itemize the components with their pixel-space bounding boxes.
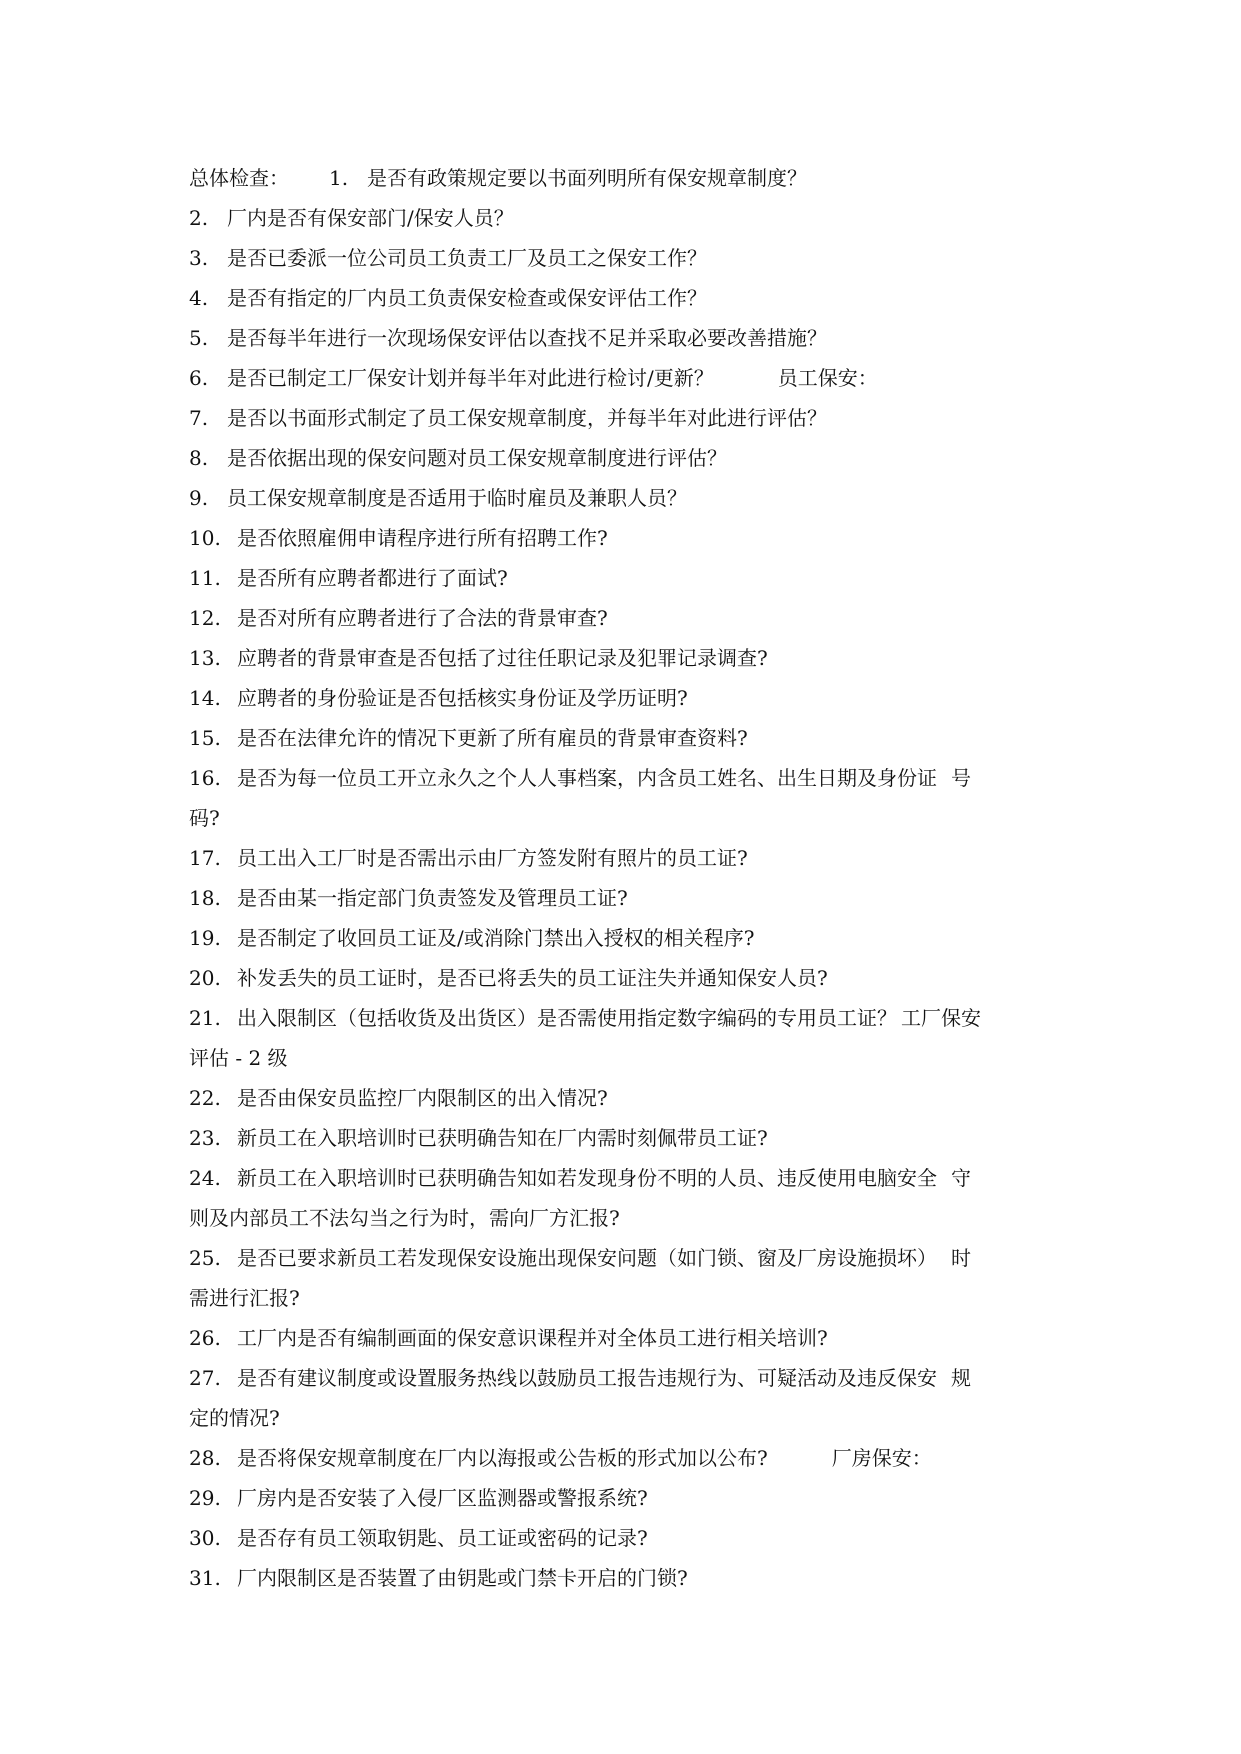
item-text: 是否有政策规定要以书面列明所有保安规章制度？ [367, 166, 807, 190]
item-number: 23. [189, 1126, 221, 1150]
item-text: 是否存有员工领取钥匙、员工证或密码的记录? [237, 1526, 648, 1550]
item-number: 29. [189, 1486, 221, 1510]
item-text: 应聘者的身份验证是否包括核实身份证及学历证明? [237, 686, 688, 710]
checklist-item [189, 1358, 1061, 1398]
item-number: 28. [189, 1446, 221, 1470]
item-text: 是否已要求新员工若发现保安设施出现保安问题（如门锁、窗及厂房设施损坏） [237, 1246, 937, 1270]
item-number: 26. [189, 1326, 221, 1350]
item-text: 厂房内是否安装了入侵厂区监测器或警报系统? [237, 1486, 648, 1510]
checklist-item [189, 518, 1061, 558]
item-number: 31. [189, 1566, 221, 1590]
item-text: 是否依据出现的保安问题对员工保安规章制度进行评估？ [227, 446, 727, 470]
checklist-item [189, 278, 1061, 318]
item-number: 25. [189, 1246, 221, 1270]
checklist-item [189, 838, 1061, 878]
item-number: 11. [189, 566, 221, 590]
item-text: 是否为每一位员工开立永久之个人人事档案，内含员工姓名、出生日期及身份证 [237, 766, 937, 790]
checklist [189, 158, 1061, 1598]
checklist-item [189, 678, 1061, 718]
item-number: 3. [189, 246, 209, 270]
item-text: 应聘者的背景审查是否包括了过往任职记录及犯罪记录调查? [237, 646, 768, 670]
checklist-item [189, 598, 1061, 638]
checklist-item [189, 358, 1061, 398]
running-header-assessment-level: 评估 - 2 级 [189, 1046, 288, 1070]
item-number: 1. [329, 166, 349, 190]
item-text: 是否每半年进行一次现场保安评估以查找不足并采取必要改善措施？ [227, 326, 827, 350]
checklist-item [189, 478, 1061, 518]
checklist-item [189, 638, 1061, 678]
checklist-item-continuation [189, 1278, 1061, 1318]
checklist-item [189, 1438, 1061, 1478]
item-number: 18. [189, 886, 221, 910]
item-number: 14. [189, 686, 221, 710]
section-label-employee-security: 员工保安： [777, 366, 878, 390]
item-text-continued: 则及内部员工不法勾当之行为时，需向厂方汇报? [189, 1206, 620, 1230]
checklist-item [189, 1078, 1061, 1118]
checklist-item [189, 718, 1061, 758]
item-text: 是否将保安规章制度在厂内以海报或公告板的形式加以公布? [237, 1446, 768, 1470]
item-number: 6. [189, 366, 209, 390]
checklist-item [189, 1158, 1061, 1198]
item-number: 27. [189, 1366, 221, 1390]
item-number: 24. [189, 1166, 221, 1190]
item-number: 30. [189, 1526, 221, 1550]
checklist-item [189, 1478, 1061, 1518]
checklist-item [189, 1118, 1061, 1158]
checklist-item [189, 198, 1061, 238]
item-number: 5. [189, 326, 209, 350]
checklist-item [189, 1558, 1061, 1598]
item-text: 是否已委派一位公司员工负责工厂及员工之保安工作？ [227, 246, 707, 270]
checklist-heading-line [189, 158, 1061, 198]
section-label-building-security: 厂房保安： [831, 1446, 932, 1470]
checklist-item [189, 918, 1061, 958]
item-text: 出入限制区（包括收货及出货区）是否需使用指定数字编码的专用员工证？ [237, 1006, 897, 1030]
item-text: 是否在法律允许的情况下更新了所有雇员的背景审查资料? [237, 726, 748, 750]
item-text: 是否有指定的厂内员工负责保安检查或保安评估工作？ [227, 286, 707, 310]
item-number: 9. [189, 486, 209, 510]
item-text: 是否对所有应聘者进行了合法的背景审查? [237, 606, 608, 630]
checklist-item [189, 238, 1061, 278]
checklist-item [189, 558, 1061, 598]
item-text: 员工出入工厂时是否需出示由厂方签发附有照片的员工证? [237, 846, 748, 870]
checklist-item-continuation [189, 1398, 1061, 1438]
item-text: 是否有建议制度或设置服务热线以鼓励员工报告违规行为、可疑活动及违反保安 [237, 1366, 937, 1390]
item-text: 厂内是否有保安部门/保安人员？ [227, 206, 514, 230]
item-text: 厂内限制区是否装置了由钥匙或门禁卡开启的门锁? [237, 1566, 688, 1590]
checklist-item [189, 318, 1061, 358]
item-text: 工厂内是否有编制画面的保安意识课程并对全体员工进行相关培训? [237, 1326, 828, 1350]
checklist-item [189, 1238, 1061, 1278]
item-number: 15. [189, 726, 221, 750]
running-header-factory-security: 工厂保安 [901, 1006, 981, 1030]
item-text: 新员工在入职培训时已获明确告知在厂内需时刻佩带员工证? [237, 1126, 768, 1150]
item-text-wrap: 号 [951, 766, 971, 790]
item-text-wrap: 守 [951, 1166, 971, 1190]
item-number: 16. [189, 766, 221, 790]
item-number: 12. [189, 606, 221, 630]
checklist-item [189, 1518, 1061, 1558]
item-text: 新员工在入职培训时已获明确告知如若发现身份不明的人员、违反使用电脑安全 [237, 1166, 937, 1190]
checklist-item [189, 758, 1061, 798]
item-text: 是否已制定工厂保安计划并每半年对此进行检讨/更新？ [227, 366, 714, 390]
item-text: 是否由某一指定部门负责签发及管理员工证? [237, 886, 628, 910]
checklist-item [189, 398, 1061, 438]
item-text: 是否由保安员监控厂内限制区的出入情况? [237, 1086, 608, 1110]
checklist-item-continuation [189, 1198, 1061, 1238]
item-number: 10. [189, 526, 221, 550]
item-text: 是否制定了收回员工证及/或消除门禁出入授权的相关程序? [237, 926, 755, 950]
item-text-wrap: 规 [951, 1366, 971, 1390]
section-label-general-inspection: 总体检查： [189, 166, 289, 190]
item-text: 员工保安规章制度是否适用于临时雇员及兼职人员？ [227, 486, 687, 510]
item-number: 19. [189, 926, 221, 950]
item-number: 2. [189, 206, 209, 230]
item-number: 21. [189, 1006, 221, 1030]
item-text-continued: 需进行汇报? [189, 1286, 300, 1310]
item-text-wrap: 时 [951, 1246, 971, 1270]
checklist-item-continuation [189, 1038, 1061, 1078]
item-text-continued: 码? [189, 806, 220, 830]
checklist-item [189, 438, 1061, 478]
item-text: 是否以书面形式制定了员工保安规章制度，并每半年对此进行评估？ [227, 406, 827, 430]
checklist-item [189, 878, 1061, 918]
checklist-item [189, 998, 1061, 1038]
item-text: 是否依照雇佣申请程序进行所有招聘工作? [237, 526, 608, 550]
item-text: 补发丢失的员工证时，是否已将丢失的员工证注失并通知保安人员? [237, 966, 828, 990]
item-number: 8. [189, 446, 209, 470]
item-number: 4. [189, 286, 209, 310]
item-number: 7. [189, 406, 209, 430]
checklist-item-continuation [189, 798, 1061, 838]
item-number: 22. [189, 1086, 221, 1110]
item-number: 20. [189, 966, 221, 990]
item-number: 13. [189, 646, 221, 670]
item-number: 17. [189, 846, 221, 870]
checklist-item [189, 1318, 1061, 1358]
item-text-continued: 定的情况? [189, 1406, 280, 1430]
item-text: 是否所有应聘者都进行了面试? [237, 566, 508, 590]
checklist-item [189, 958, 1061, 998]
